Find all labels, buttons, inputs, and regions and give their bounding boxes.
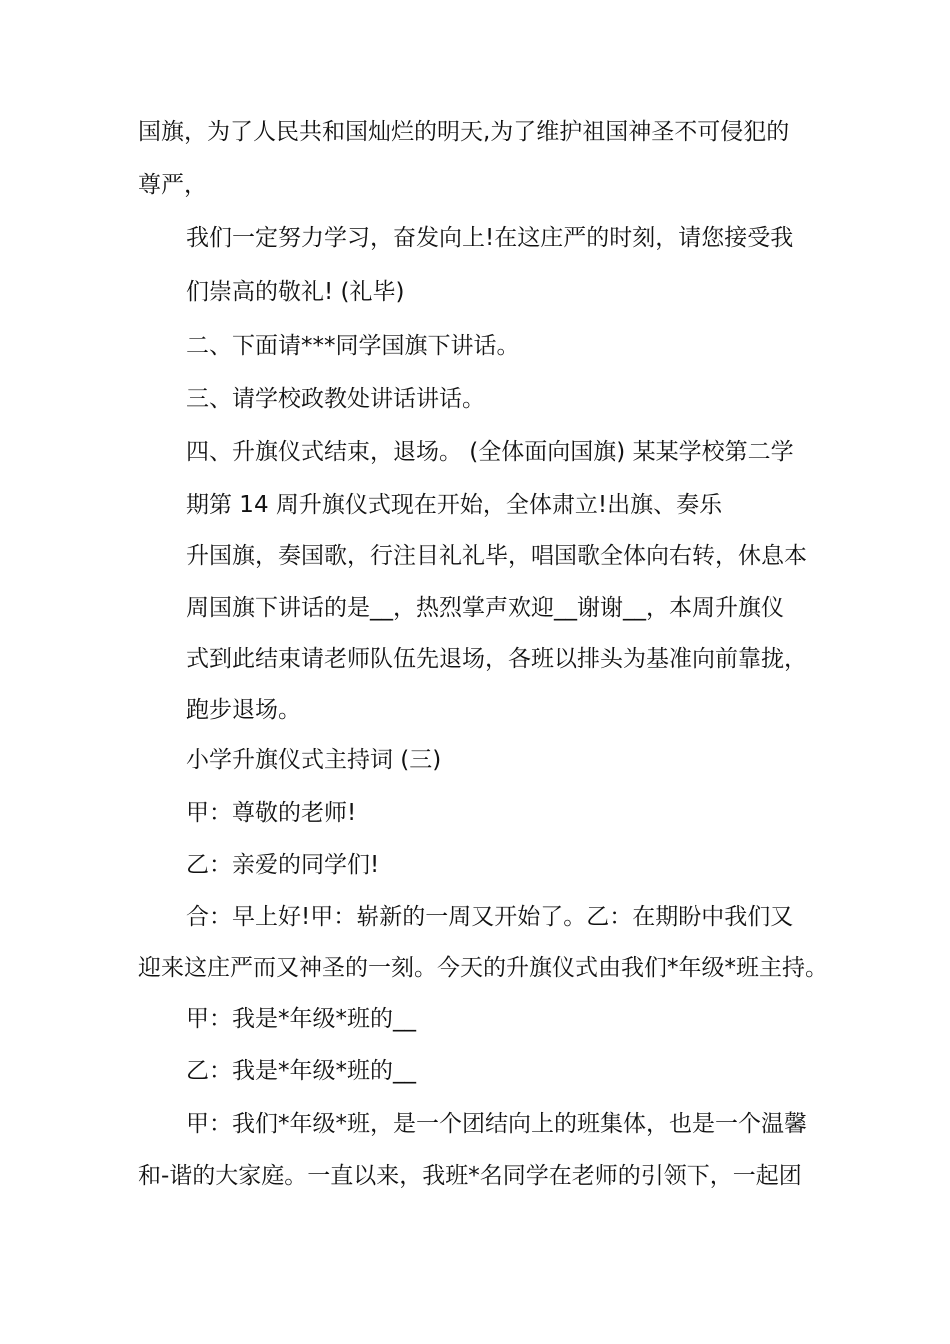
text-line: 式到此结束请老师队伍先退场，各班以排头为基准向前靠拢， [186, 646, 807, 672]
text-line: 周国旗下讲话的是__，热烈掌声欢迎__谢谢__，本周升旗仪 [186, 595, 784, 621]
text-line: 跑步退场。 [186, 697, 301, 723]
text-line: 乙：亲爱的同学们! [186, 852, 380, 878]
text-line: 我们一定努力学习，奋发向上!在这庄严的时刻，请您接受我 [186, 225, 794, 251]
text-line: 甲：尊敬的老师! [186, 800, 357, 826]
text-line: 合：早上好!甲：崭新的一周又开始了。乙：在期盼中我们又 [186, 904, 794, 930]
text-line: 甲：我们*年级*班，是一个团结向上的班集体，也是一个温馨 [186, 1111, 807, 1137]
text-line: 尊严， [138, 172, 207, 198]
text-line: 三、请学校政教处讲话讲话。 [186, 386, 485, 412]
text-line: 们崇高的敬礼! (礼毕) [186, 279, 405, 305]
text-line: 和-谐的大家庭。一直以来，我班*名同学在老师的引领下，一起团 [138, 1163, 802, 1189]
text-line: 乙：我是*年级*班的__ [186, 1058, 416, 1084]
text-line: 二、下面请***同学国旗下讲话。 [186, 333, 520, 359]
text-line: 国旗，为了人民共和国灿烂的明天,为了维护祖国神圣不可侵犯的 [138, 119, 790, 145]
section-heading: 小学升旗仪式主持词 (三) [186, 747, 442, 773]
text-line: 甲：我是*年级*班的__ [186, 1006, 416, 1032]
text-line: 期第 14 周升旗仪式现在开始，全体肃立!出旗、奏乐 [186, 492, 723, 518]
text-line: 迎来这庄严而又神圣的一刻。今天的升旗仪式由我们*年级*班主持。 [138, 955, 828, 981]
text-line: 升国旗，奏国歌，行注目礼礼毕，唱国歌全体向右转，休息本 [186, 543, 807, 569]
text-line: 四、升旗仪式结束，退场。 (全体面向国旗) 某某学校第二学 [186, 439, 794, 465]
